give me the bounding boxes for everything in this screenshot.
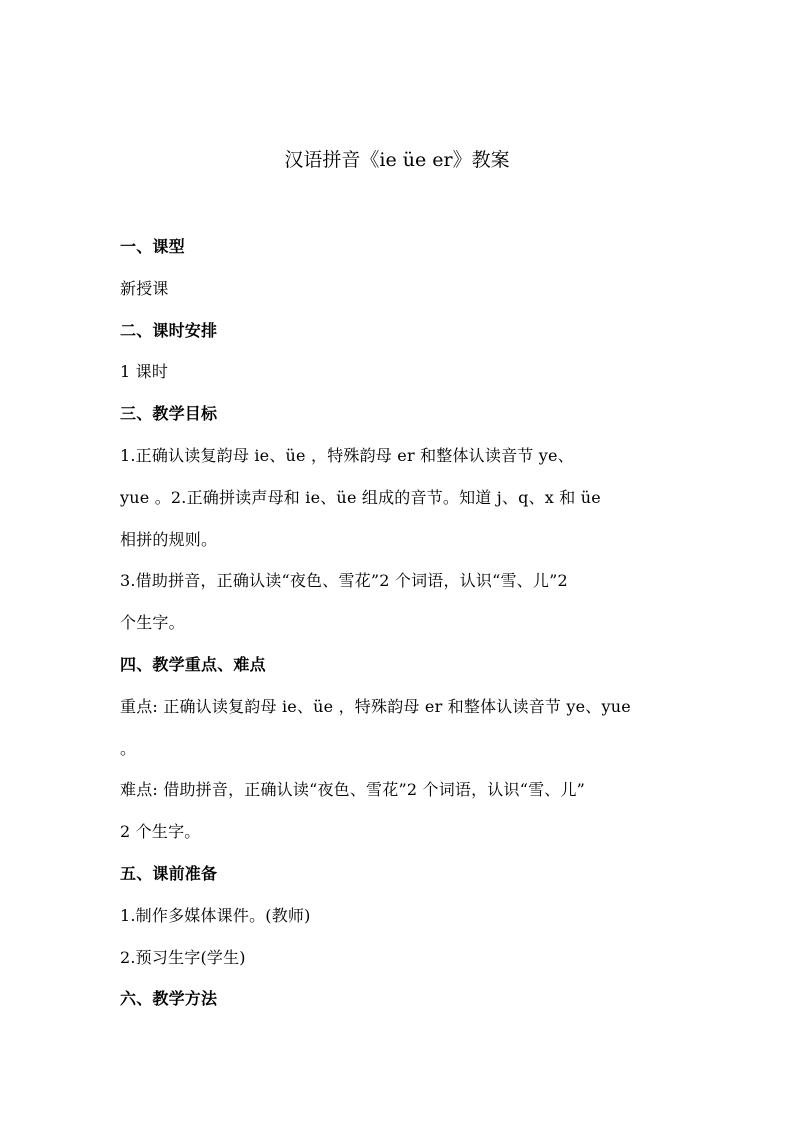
body-text-line: 新授课 xyxy=(120,278,169,298)
body-text-line: 1.制作多媒体课件。(教师) xyxy=(120,905,311,925)
body-text-line: 难点: 借助拼音，正确认读“夜色、雪花”2 个词语，认识“雪、儿” xyxy=(120,780,586,800)
section-heading: 三、教学目标 xyxy=(120,404,218,424)
document-body xyxy=(120,226,700,1020)
body-text-line: yue 。2.正确拼读声母和 ie、üe 组成的音节。知道 j、q、x 和 üe xyxy=(120,487,601,507)
body-text-line: 2 个生字。 xyxy=(120,822,201,842)
body-text-line: 个生字。 xyxy=(120,613,185,633)
body-text-line: 2.预习生字(学生) xyxy=(120,947,246,967)
document-title: 汉语拼音《ie üe er》教案 xyxy=(284,149,510,171)
section-heading: 二、课时安排 xyxy=(120,320,218,340)
body-text-line: 1.正确认读复韵母 ie、üe ，特殊韵母 er 和整体认读音节 ye、 xyxy=(120,445,574,465)
body-text-line: 。 xyxy=(120,738,137,758)
body-text-line: 1 课时 xyxy=(120,362,169,382)
section-heading: 四、教学重点、难点 xyxy=(120,654,266,674)
body-text-line: 相拼的规则。 xyxy=(120,529,218,549)
section-heading: 五、课前准备 xyxy=(120,863,218,883)
section-heading: 六、教学方法 xyxy=(120,989,218,1009)
body-text-line: 3.借助拼音，正确认读“夜色、雪花”2 个词语，认识“雪、儿”2 xyxy=(120,571,568,591)
section-heading: 一、课型 xyxy=(120,237,185,256)
body-text-line: 重点: 正确认读复韵母 ie、üe ，特殊韵母 er 和整体认读音节 ye、yue xyxy=(120,696,631,716)
